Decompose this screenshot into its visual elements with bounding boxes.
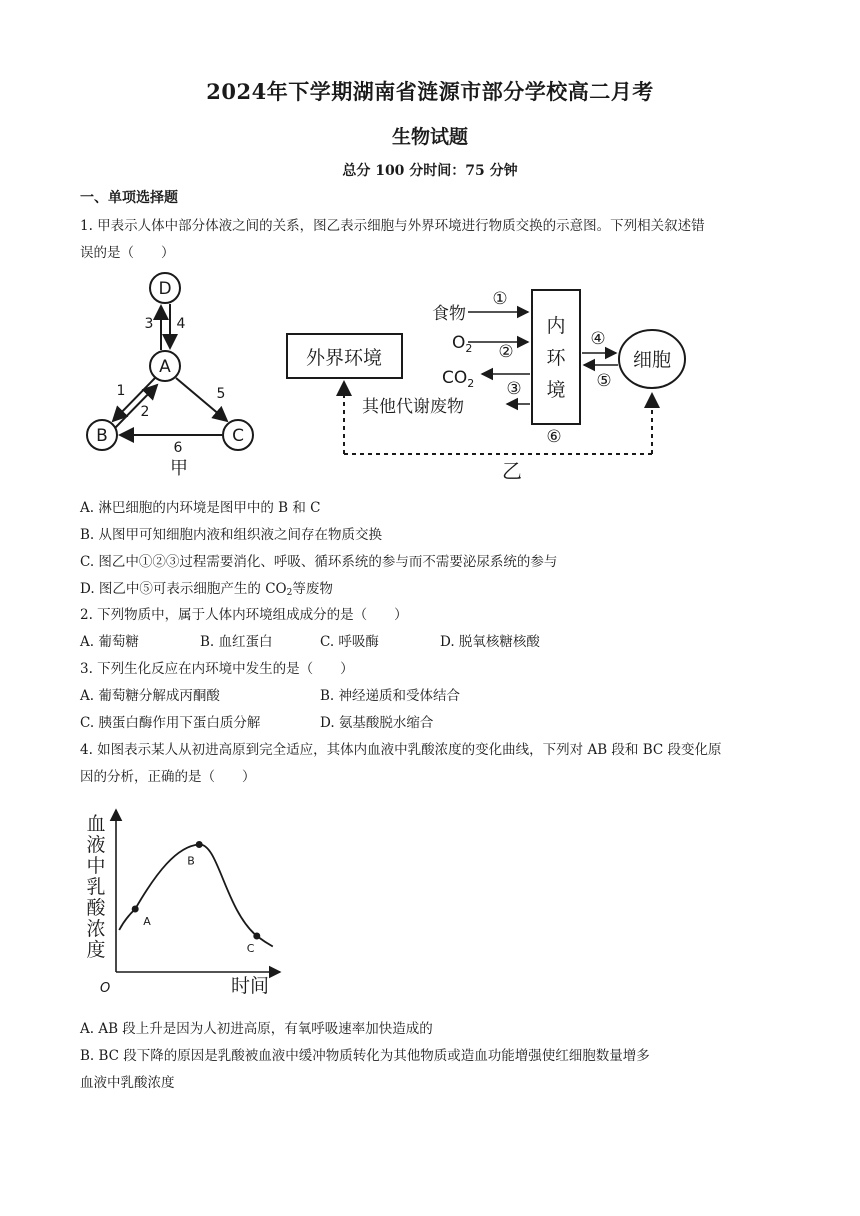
label-waste: 其他代谢废物 <box>362 397 464 417</box>
q2-option-b: B. 血红蛋白 <box>200 634 273 650</box>
circled-4: ④ <box>590 329 606 349</box>
point-a-label: A <box>143 915 151 928</box>
internal-environment-char3: 境 <box>546 379 566 401</box>
point-b-label: B <box>187 854 195 868</box>
x-axis-label: 时间 <box>230 975 270 997</box>
figure-jia <box>75 268 275 483</box>
label-food: 食物 <box>432 304 466 324</box>
circled-2: ② <box>498 342 514 362</box>
figure-yi <box>282 282 702 482</box>
node-b-label: B <box>96 426 108 446</box>
arrow-5-label: 5 <box>216 386 226 402</box>
node-c-label: C <box>232 426 244 446</box>
q3-option-c: C. 胰蛋白酶作用下蛋白质分解 <box>80 715 261 731</box>
point-b <box>196 841 203 848</box>
q1-stem-line1: 1. 甲表示人体中部分体液之间的关系，图乙表示细胞与外界环境进行物质交换的示意图。下列相关叙述错 <box>80 218 705 234</box>
q4-option-b: B. BC 段下降的原因是乳酸被血液中缓冲物质转化为其他物质或造血功能增强使红细胞数量增多 <box>80 1048 650 1064</box>
q3-stem: 3. 下列生化反应在内环境中发生的是（ ） <box>80 661 354 677</box>
node-a-label: A <box>159 357 171 377</box>
y-axis-label: 血液中乳酸浓度 <box>86 813 106 961</box>
internal-environment-char2: 环 <box>546 347 566 369</box>
point-a <box>132 906 139 913</box>
q1-option-b: B. 从图甲可知细胞内液和组织液之间存在物质交换 <box>80 527 383 543</box>
circled-1: ① <box>492 289 508 309</box>
circled-6: ⑥ <box>546 427 562 447</box>
q1-option-c: C. 图乙中①②③过程需要消化、呼吸、循环系统的参与而不需要泌尿系统的参与 <box>80 554 558 570</box>
figure-jia-caption: 甲 <box>170 458 188 479</box>
arrow-3-label: 3 <box>144 316 154 332</box>
page-title: 2024年下学期湖南省涟源市部分学校高二月考 <box>206 79 654 104</box>
circled-5: ⑤ <box>596 371 612 391</box>
arrow-6-label: 6 <box>173 440 183 456</box>
exam-meta: 总分 100 分时间：75 分钟 <box>342 163 518 179</box>
q2-stem: 2. 下列物质中，属于人体内环境组成成分的是（ ） <box>80 607 408 623</box>
figure-yi-caption: 乙 <box>502 459 522 482</box>
node-d-label: D <box>158 279 172 299</box>
label-co2: $CO_2$ <box>442 368 475 390</box>
q2-option-d: D. 脱氧核糖核酸 <box>440 634 540 650</box>
q4-option-a: A. AB 段上升是因为人初进高原，有氧呼吸速率加快造成的 <box>80 1021 433 1037</box>
q1-option-d: D. 图乙中⑤可表示细胞产生的 CO2等废物 <box>80 581 333 598</box>
section-heading: 一、单项选择题 <box>80 190 178 206</box>
q3-option-b: B. 神经递质和受体结合 <box>320 688 461 704</box>
arrow-1-label: 1 <box>116 383 126 399</box>
q3-option-a: A. 葡萄糖分解成丙酮酸 <box>80 688 220 704</box>
q4-stem-line2: 因的分析，正确的是（ ） <box>80 769 256 785</box>
page-subtitle: 生物试题 <box>391 126 468 148</box>
outside-environment-label: 外界环境 <box>305 347 383 369</box>
label-o2: $O_2$ <box>452 333 473 355</box>
point-c-label: C <box>246 942 255 955</box>
q4-lactic-acid-chart <box>80 800 290 1000</box>
q3-option-d: D. 氨基酸脱水缩合 <box>320 715 434 731</box>
origin-label: O <box>100 981 111 996</box>
q4-stem-line1: 4. 如图表示某人从初进高原到完全适应，其体内血液中乳酸浓度的变化曲线，下列对 AB 段和 BC 段变化原 <box>80 742 722 758</box>
cell-label: 细胞 <box>632 349 672 371</box>
q2-option-c: C. 呼吸酶 <box>320 634 379 650</box>
lactic-acid-curve <box>119 844 273 946</box>
q1-stem-line2: 误的是（ ） <box>80 245 175 261</box>
internal-environment-char1: 内 <box>546 315 566 337</box>
arrow-4-label: 4 <box>176 316 186 332</box>
q1-option-a: A. 淋巴细胞的内环境是图甲中的 B 和 C <box>80 500 321 516</box>
circled-3: ③ <box>506 379 522 399</box>
q4-trailing-text: 血液中乳酸浓度 <box>80 1075 175 1091</box>
q2-option-a: A. 葡萄糖 <box>80 634 139 650</box>
arrow-2-label: 2 <box>140 404 150 420</box>
point-c <box>253 933 260 940</box>
